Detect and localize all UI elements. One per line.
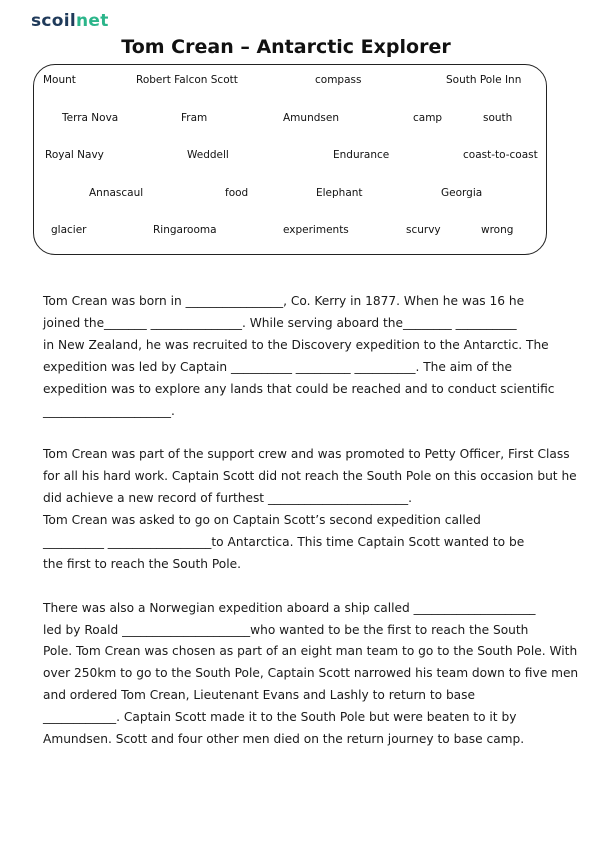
paragraph-support-crew [43, 444, 577, 510]
word-bank-word: glacier [51, 224, 87, 236]
text-line: Amundsen. Scott and four other men died on the return journey to base camp. [43, 732, 525, 747]
word-bank-word: south [483, 112, 513, 124]
text-line: the first to reach the South Pole. [43, 556, 241, 571]
word-bank-word: South Pole Inn [446, 74, 522, 86]
word-bank-word: Amundsen [283, 112, 339, 124]
word-bank-box [33, 64, 547, 255]
text-line: There was also a Norwegian expedition aboard a ship called ____________________ [43, 600, 536, 615]
word-bank-word: Robert Falcon Scott [136, 74, 238, 86]
scoilnet-logo [31, 11, 109, 31]
word-bank-word: compass [315, 74, 362, 86]
text-line: ____________. Captain Scott made it to the South Pole but were beaten to it by [43, 710, 517, 725]
word-bank-word: Endurance [333, 149, 390, 161]
text-line: joined the_______ _______________. While serving aboard the________ __________ [43, 315, 517, 330]
page-title: Tom Crean – Antarctic Explorer [121, 36, 451, 58]
word-bank-word: Annascaul [89, 187, 144, 199]
paragraph-norwegian-expedition [43, 598, 579, 751]
text-line: for all his hard work. Captain Scott did not reach the South Pole on this occasion but he [43, 469, 577, 484]
text-line: __________ _________________to Antarctica. This time Captain Scott wanted to be [43, 534, 525, 549]
text-line: _____________________. [43, 403, 175, 418]
text-line: Tom Crean was asked to go on Captain Scott’s second expedition called [43, 513, 481, 528]
paragraph-birth [43, 291, 558, 422]
text-line: expedition was to explore any lands that could be reached and to conduct scientific [43, 381, 555, 396]
word-bank-word: experiments [283, 224, 349, 236]
text-line: in New Zealand, he was recruited to the Discovery expedition to the Antarctic. The [43, 337, 549, 352]
text-line: did achieve a new record of furthest _______________________. [43, 491, 412, 506]
text-line: over 250km to go to the South Pole, Captain Scott narrowed his team down to five men [43, 666, 579, 681]
logo-text-accent: net [76, 11, 109, 31]
text-line: Tom Crean was born in ________________, Co. Kerry in 1877. When he was 16 he [43, 294, 525, 308]
word-bank-word: Elephant [316, 187, 363, 199]
text-line: Pole. Tom Crean was chosen as part of an eight man team to go to the South Pole. With [43, 644, 578, 659]
passage-text [43, 291, 579, 751]
word-bank-word: Ringarooma [153, 224, 217, 236]
word-bank-word: camp [413, 112, 443, 124]
paragraph-second-expedition [43, 510, 558, 576]
word-bank-word: Terra Nova [62, 112, 119, 124]
word-bank-word: Mount [43, 74, 76, 86]
logo-text: scoil [31, 11, 77, 31]
word-bank-word: Royal Navy [45, 149, 104, 161]
text-line: Tom Crean was part of the support crew and was promoted to Petty Officer, First Class [43, 447, 570, 462]
text-line: led by Roald _____________________who wanted to be the first to reach the South [43, 622, 529, 637]
word-bank-word: Fram [181, 112, 208, 124]
word-bank-word: Georgia [441, 187, 483, 199]
word-bank-word: scurvy [406, 224, 441, 236]
word-bank-word: food [225, 187, 249, 199]
text-line: expedition was led by Captain __________ _________ __________. The aim of the [43, 359, 512, 374]
word-bank-word: wrong [481, 224, 514, 236]
word-bank-word: coast-to-coast [463, 149, 538, 161]
word-bank-word: Weddell [187, 149, 229, 161]
text-line: and ordered Tom Crean, Lieutenant Evans and Lashly to return to base [43, 688, 475, 703]
